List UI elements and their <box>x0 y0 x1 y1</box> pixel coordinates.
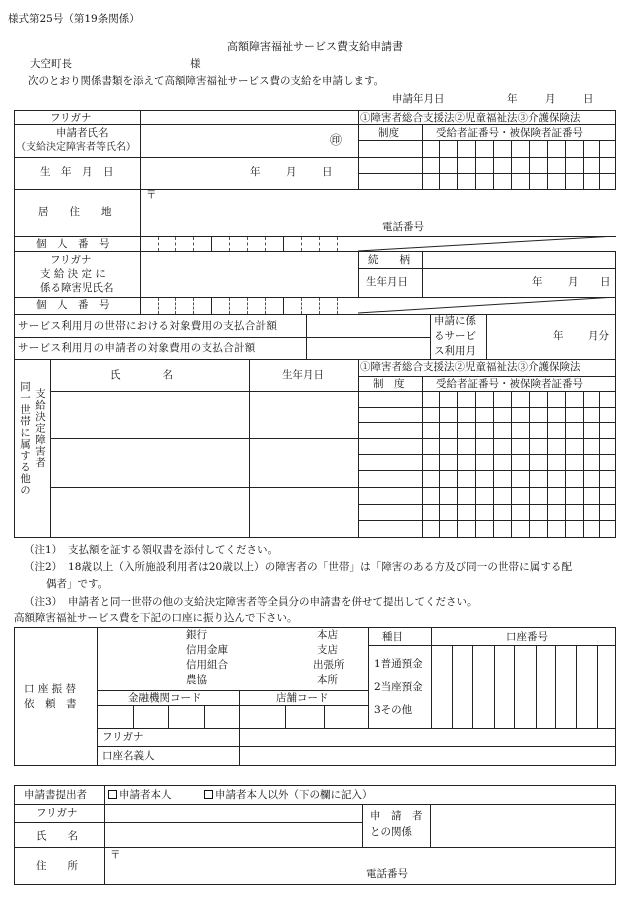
inst-type-shinkin: 信用金庫 <box>186 644 228 656</box>
branch-type-sub: 出張所 <box>313 659 345 671</box>
applicant-name-label: 申請者氏名 <box>56 127 109 139</box>
bank-instruction: 高額障害福祉サービス費を下記の口座に振り込んで下さい。 <box>14 612 298 624</box>
member-name-header: 氏 名 <box>110 369 173 381</box>
applicant-name-sublabel: （支給決定障害者等氏名） <box>16 142 136 153</box>
date-day: 日 <box>583 93 594 105</box>
diagonal-strike <box>358 236 616 252</box>
law-options: ①障害者総合支援法②児童福祉法③介護保険法 <box>360 112 581 124</box>
addressee-honorific: 様 <box>190 58 201 70</box>
account-type-label: 種目 <box>382 631 403 643</box>
service-month-suffix: 月分 <box>588 330 609 342</box>
address-label: 居 住 地 <box>38 206 112 218</box>
submitter-self-option[interactable] <box>108 789 172 801</box>
postal-mark: 〒 <box>146 189 157 201</box>
service-month-label-3: ス利用月 <box>434 345 476 357</box>
other-option-label: 申請者本人以外（下の欄に記入） <box>215 789 373 801</box>
inst-type-agri: 農協 <box>186 674 207 686</box>
account-furigana-label: フリガナ <box>102 731 144 743</box>
member-law-options: ①障害者総合支援法②児童福祉法③介護保険法 <box>360 361 581 373</box>
note-3-label: （注3） <box>24 596 63 608</box>
other-checkbox[interactable] <box>204 790 213 799</box>
service-month-label-2: るサービ <box>434 330 476 342</box>
note-2-label: （注2） <box>24 561 63 573</box>
self-option-label: 申請者本人 <box>119 789 172 801</box>
system-header: 制度 <box>378 127 399 139</box>
child-name-sublabel: 係る障害児氏名 <box>40 282 114 294</box>
application-date-label: 申請年月日 <box>392 93 445 105</box>
relation-sublabel: との関係 <box>370 826 412 838</box>
branch-type-head: 本店 <box>317 629 338 641</box>
furigana-label: フリガナ <box>50 112 92 124</box>
date-year: 年 <box>507 93 518 105</box>
date-month: 月 <box>545 93 556 105</box>
addressee: 大空町長 <box>30 58 72 70</box>
cert-number-header: 受給者証番号・被保険者証番号 <box>436 127 583 139</box>
note-2-text: 18歳以上（入所施設利用者は20歳以上）の障害者の「世帯」は「障害のある方及び同一の世帯に属する配 <box>68 561 573 573</box>
inst-type-bank: 銀行 <box>186 629 207 641</box>
submitter-furigana-label: フリガナ <box>36 807 78 819</box>
submitter-phone-label: 電話番号 <box>366 868 408 880</box>
branch-type-main: 本所 <box>317 674 338 686</box>
my-number-label: 個 人 番 号 <box>36 238 110 250</box>
submitter-name-label: 氏 名 <box>36 830 78 842</box>
inst-type-credit-union: 信用組合 <box>186 659 228 671</box>
form-number: 様式第25号（第19条関係） <box>8 13 140 25</box>
account-number-label: 口座番号 <box>506 631 548 643</box>
note-2-continuation: 偶者」です。 <box>46 578 109 590</box>
dob-month: 月 <box>286 166 297 178</box>
dob-label: 生 年 月 日 <box>40 166 114 178</box>
child-furigana-label: フリガナ <box>50 254 92 266</box>
child-name-label: 支 給 決 定 に <box>40 268 106 280</box>
type-other: 3その他 <box>374 704 413 716</box>
member-cert-number-header: 受給者証番号・被保険者証番号 <box>436 378 583 390</box>
bank-side-label: 口 座 振 替 <box>24 683 77 695</box>
relationship-label: 続 柄 <box>368 254 410 266</box>
self-checkbox[interactable] <box>108 790 117 799</box>
member-dob-header: 生年月日 <box>282 369 324 381</box>
service-month-label: 申請に係 <box>434 315 476 327</box>
type-ordinary: 1普通預金 <box>374 658 423 670</box>
child-dob-day: 日 <box>600 276 611 288</box>
note-1-text: 支払額を証する領収書を添付してください。 <box>68 544 278 556</box>
dob-year: 年 <box>250 166 261 178</box>
child-my-number-label: 個 人 番 号 <box>36 299 110 311</box>
household-side-label: 同一世帯に属する他の <box>19 381 31 496</box>
service-month-year: 年 <box>553 330 564 342</box>
household-side-sublabel: 支給決定障害者 <box>34 388 46 469</box>
child-dob-label: 生年月日 <box>366 276 408 288</box>
household-total-label: サービス利用月の世帯における対象費用の支払合計額 <box>18 320 278 332</box>
submitter-address-label: 住 所 <box>36 860 78 872</box>
bank-side-sublabel: 依 頼 書 <box>24 698 77 710</box>
type-current: 2当座預金 <box>374 681 423 693</box>
note-1-label: （注1） <box>24 544 63 556</box>
phone-label: 電話番号 <box>382 221 424 233</box>
member-system-header: 制 度 <box>373 378 405 390</box>
relation-label: 申 請 者 <box>370 810 423 822</box>
child-dob-month: 月 <box>568 276 579 288</box>
child-dob-year: 年 <box>532 276 543 288</box>
institution-code-label: 金融機関コード <box>128 692 202 704</box>
intro-text: 次のとおり関係書類を添えて高額障害福祉サービス費の支給を申請します。 <box>28 75 385 87</box>
diagonal-strike <box>358 297 616 314</box>
dob-day: 日 <box>322 166 333 178</box>
applicant-total-label: サービス利用月の申請者の対象費用の支払合計額 <box>18 342 256 354</box>
branch-type-branch: 支店 <box>317 644 338 656</box>
submitter-other-option[interactable] <box>204 789 373 801</box>
seal-mark: ㊞ <box>330 133 343 147</box>
note-3-text: 申請者と同一世帯の他の支給決定障害者等全員分の申請書を併せて提出してください。 <box>68 596 478 608</box>
submitter-postal-mark: 〒 <box>110 849 121 861</box>
submitter-label: 申請書提出者 <box>24 789 87 801</box>
page-title: 高額障害福祉サービス費支給申請書 <box>227 40 403 53</box>
account-holder-label: 口座名義人 <box>102 750 155 762</box>
branch-code-label: 店舗コード <box>276 692 329 704</box>
